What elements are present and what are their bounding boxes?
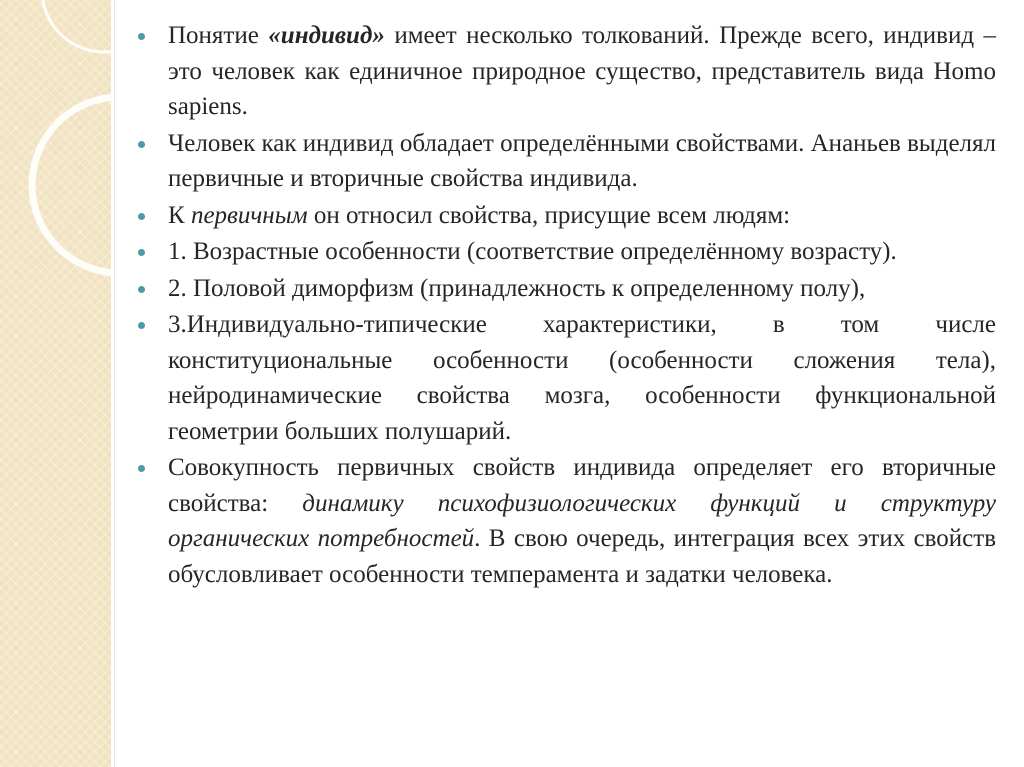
list-item xyxy=(138,307,996,449)
bullet-icon xyxy=(138,465,145,472)
ring-small xyxy=(42,0,111,52)
secondary-properties-italic: динамику психофизиологических функций и структуру органических потребностей xyxy=(168,489,996,552)
item-text: Понятие xyxy=(168,22,269,49)
list-item xyxy=(138,198,996,234)
item-text: 3.Индивидуально-типические характеристики, в том числе конституциональные особенности (особенности сложения тела), нейродинамические свойства мозга, особенности функциональной геометрии больших полушарий. xyxy=(168,311,996,445)
bullet-list xyxy=(138,18,996,593)
item-text: он относил свойства, присущие всем людям: xyxy=(307,201,791,229)
bullet-icon xyxy=(138,141,145,148)
bullet-icon xyxy=(138,33,145,40)
bullet-icon xyxy=(138,249,145,256)
list-item xyxy=(138,18,996,125)
list-item xyxy=(138,271,996,307)
item-text: Совокупность первичных свойств индивида определяет его вторичные свойства: xyxy=(168,454,996,517)
term-primary: первичным xyxy=(190,201,308,229)
band-divider-line xyxy=(114,0,115,767)
bullet-icon xyxy=(138,213,145,220)
decorative-rings xyxy=(0,0,111,767)
item-text: имеет несколько толкований. Прежде всего, индивид – это человек как единичное природное существо, представитель вида Homo sapiens. xyxy=(168,22,996,120)
list-item xyxy=(138,234,996,270)
ring-large xyxy=(32,97,111,273)
item-text: Человек как индивид обладает определёнными свойствами. Ананьев выделял первичные и вторичные свойства индивида. xyxy=(168,129,996,192)
term-individ: «индивид» xyxy=(268,22,385,49)
bullet-icon xyxy=(138,322,145,329)
list-item xyxy=(138,450,996,592)
item-text: К xyxy=(168,201,191,229)
list-item xyxy=(138,126,996,197)
item-text: 1. Возрастные особенности (соответствие определённому возрасту). xyxy=(168,238,897,265)
item-text: . В свою очередь, интеграция всех этих свойств обусловливает особенности темперамента и задатки человека. xyxy=(168,525,997,588)
bullet-icon xyxy=(138,286,145,293)
item-text: 2. Половой диморфизм (принадлежность к определенному полу), xyxy=(168,274,866,302)
decorative-side-band xyxy=(0,0,111,767)
